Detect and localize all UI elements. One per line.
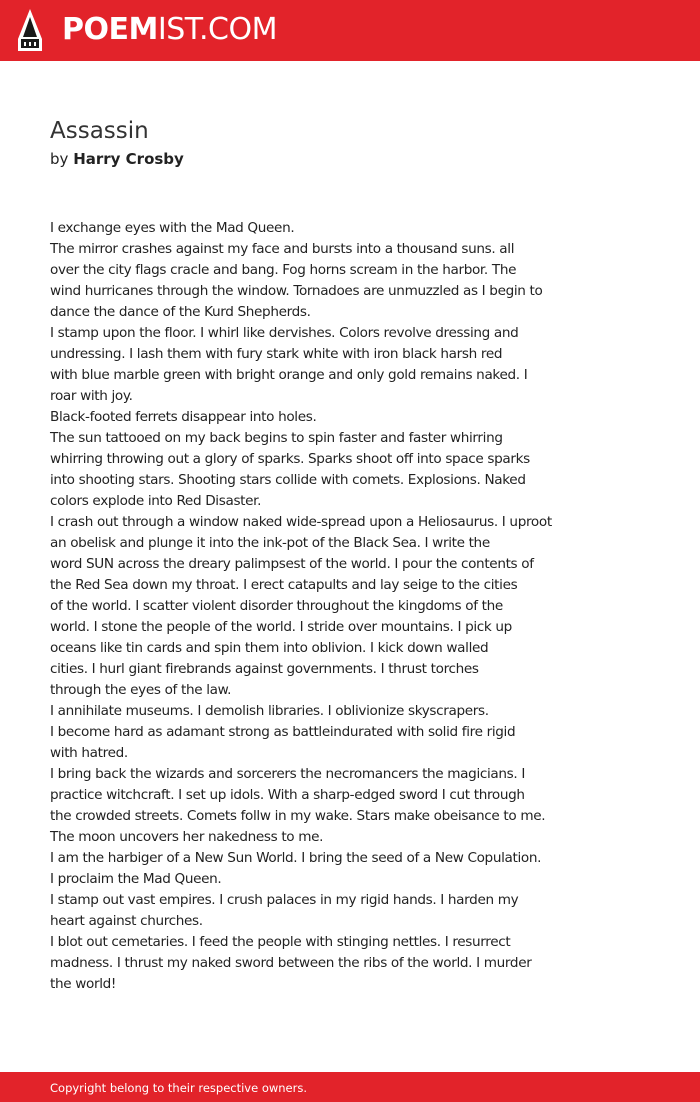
poem-line: Black-footed ferrets disappear into holes.: [50, 409, 317, 425]
pencil-icon[interactable]: [18, 9, 42, 51]
poem-line: whirring throwing out a glory of sparks. Sparks shoot off into space sparks: [50, 451, 530, 467]
poem-body: [50, 218, 610, 995]
by-label: by: [50, 150, 69, 168]
poem-line: The mirror crashes against my face and bursts into a thousand suns. all: [50, 241, 515, 257]
poem-line: The moon uncovers her nakedness to me.: [50, 829, 324, 845]
poem-line: I annihilate museums. I demolish libraries. I oblivionize skyscrapers.: [50, 703, 489, 719]
site-logo[interactable]: [62, 12, 277, 48]
poem-author: Harry Crosby: [73, 150, 184, 168]
poem-line: roar with joy.: [50, 388, 133, 404]
poem-line: wind hurricanes through the window. Tornadoes are unmuzzled as I begin to: [50, 283, 543, 299]
poem-line: an obelisk and plunge it into the ink-pot of the Black Sea. I write the: [50, 535, 490, 551]
poem-line: through the eyes of the law.: [50, 682, 232, 698]
poem-line: cities. I hurl giant firebrands against governments. I thrust torches: [50, 661, 479, 677]
poem-line: with hatred.: [50, 745, 128, 761]
poem-line: word SUN across the dreary palimpsest of the world. I pour the contents of: [50, 556, 534, 572]
logo-light-text: IST.COM: [157, 12, 277, 47]
poem-line: dance the dance of the Kurd Shepherds.: [50, 304, 311, 320]
site-header: [0, 0, 700, 61]
poem-line: I exchange eyes with the Mad Queen.: [50, 220, 295, 236]
poem-line: I stamp out vast empires. I crush palaces in my rigid hands. I harden my: [50, 892, 519, 908]
poem-line: with blue marble green with bright orange and only gold remains naked. I: [50, 367, 528, 383]
poem-line: oceans like tin cards and spin them into oblivion. I kick down walled: [50, 640, 489, 656]
site-footer: [0, 1072, 700, 1102]
poem-line: I become hard as adamant strong as battleindurated with solid fire rigid: [50, 724, 516, 740]
poem-line: I bring back the wizards and sorcerers the necromancers the magicians. I: [50, 766, 526, 782]
poem-line: world. I stone the people of the world. I stride over mountains. I pick up: [50, 619, 512, 635]
poem-line: I am the harbiger of a New Sun World. I bring the seed of a New Copulation.: [50, 850, 542, 866]
logo-bold-text: POEM: [62, 12, 158, 47]
poem-line: I crash out through a window naked wide-spread upon a Heliosaurus. I uproot: [50, 514, 552, 530]
poem-line: I stamp upon the floor. I whirl like dervishes. Colors revolve dressing and: [50, 325, 519, 341]
poem-line: the world!: [50, 976, 117, 992]
copyright-text: Copyright belong to their respective owners.: [50, 1081, 308, 1095]
poem-line: heart against churches.: [50, 913, 203, 929]
poem-line: practice witchcraft. I set up idols. With a sharp-edged sword I cut through: [50, 787, 525, 803]
poem-line: of the world. I scatter violent disorder throughout the kingdoms of the: [50, 598, 503, 614]
poem-line: the crowded streets. Comets follw in my wake. Stars make obeisance to me.: [50, 808, 546, 824]
poem-byline: [50, 148, 184, 170]
poem-line: I proclaim the Mad Queen.: [50, 871, 222, 887]
poem-line: The sun tattooed on my back begins to spin faster and faster whirring: [50, 430, 503, 446]
poem-line: madness. I thrust my naked sword between the ribs of the world. I murder: [50, 955, 532, 971]
poem-line: undressing. I lash them with fury stark white with iron black harsh red: [50, 346, 503, 362]
poem-line: into shooting stars. Shooting stars collide with comets. Explosions. Naked: [50, 472, 526, 488]
poem-title: Assassin: [50, 118, 149, 144]
poem-line: colors explode into Red Disaster.: [50, 493, 262, 509]
poem-line: I blot out cemetaries. I feed the people with stinging nettles. I resurrect: [50, 934, 511, 950]
poem-line: over the city flags cracle and bang. Fog horns scream in the harbor. The: [50, 262, 517, 278]
poem-line: the Red Sea down my throat. I erect catapults and lay seige to the cities: [50, 577, 518, 593]
